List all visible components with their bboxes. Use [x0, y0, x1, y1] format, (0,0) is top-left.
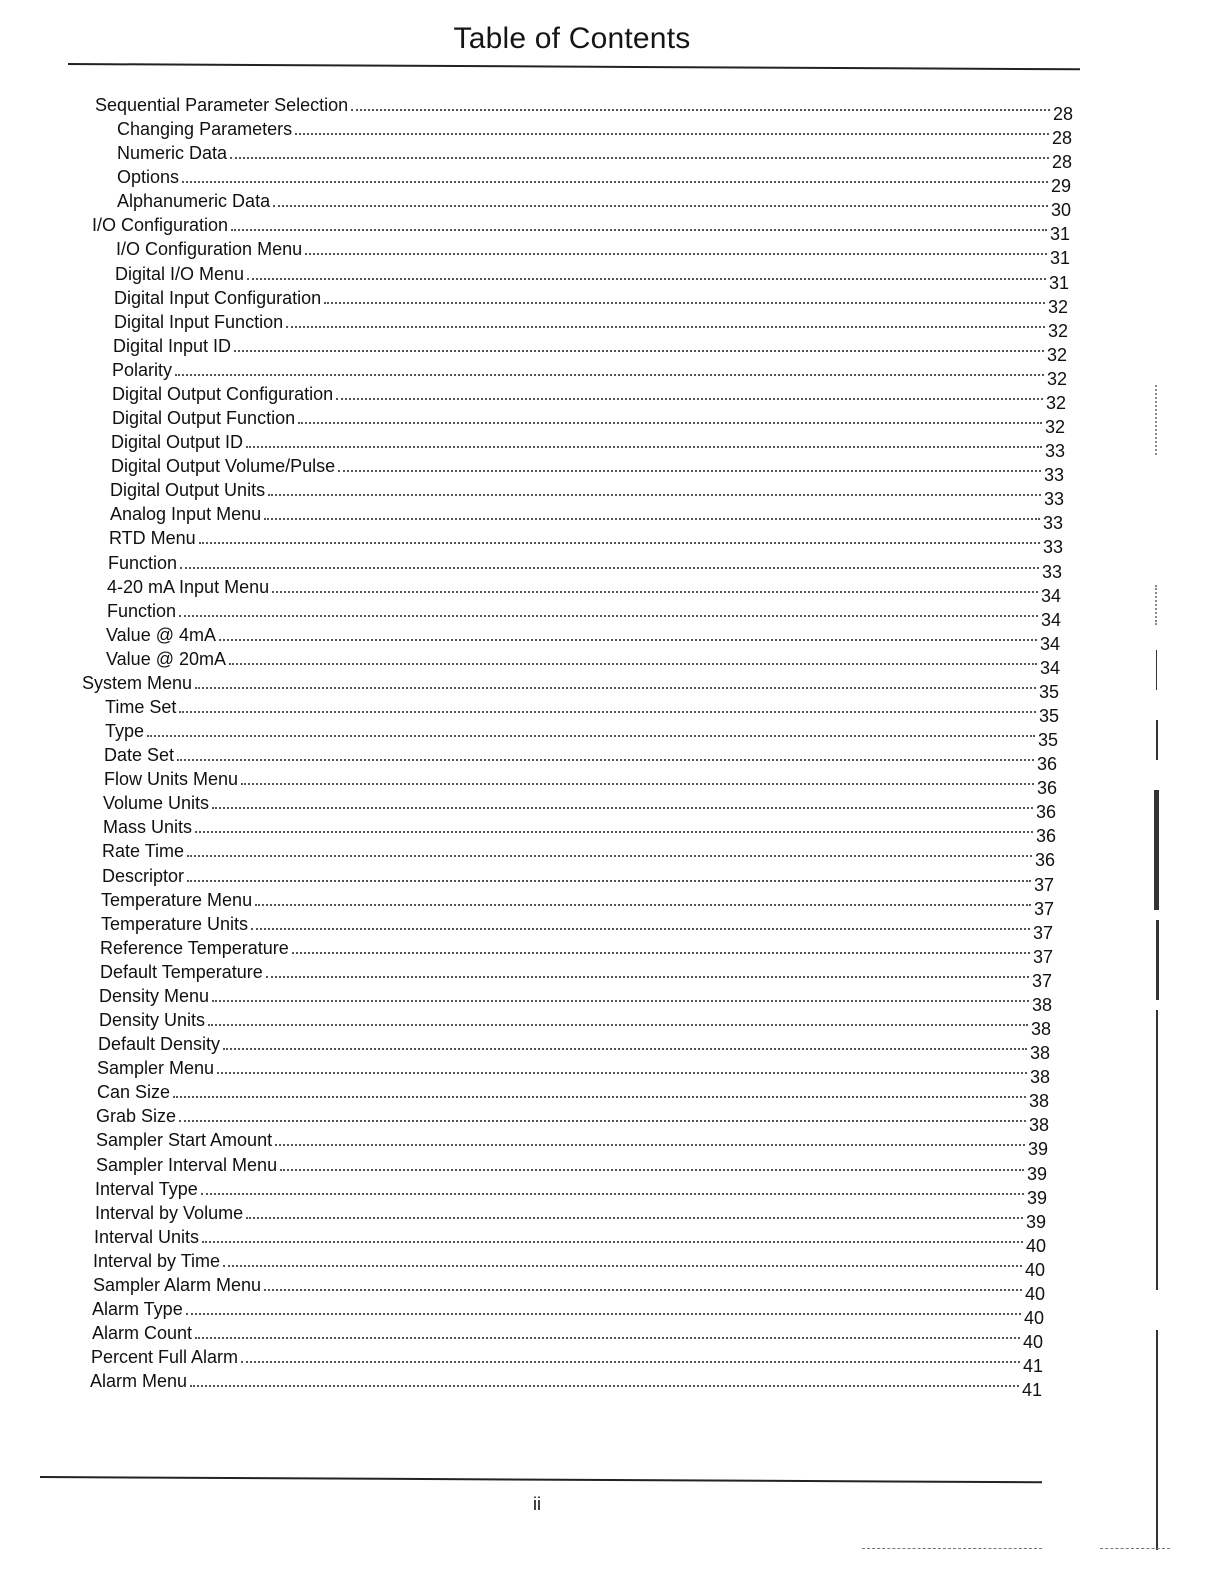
- toc-entry-page: 37: [1032, 946, 1053, 967]
- toc-entry-page: 33: [1042, 513, 1063, 534]
- dot-leader: [179, 615, 1038, 617]
- toc-entry-page: 33: [1041, 561, 1062, 582]
- toc-entry: [104, 768, 1057, 799]
- toc-entry-label: Sampler Start Amount: [96, 1130, 273, 1151]
- dot-leader: [201, 1193, 1024, 1195]
- toc-entry: [100, 937, 1053, 967]
- toc-entry-label: Density Units: [99, 1010, 206, 1031]
- toc-entry: [108, 552, 1062, 582]
- toc-entry-label: Interval by Volume: [95, 1202, 244, 1223]
- toc-entry: [116, 238, 1070, 269]
- toc-entry-label: Time Set: [105, 697, 177, 717]
- dot-leader: [234, 350, 1044, 352]
- toc-entry-label: Sampler Interval Menu: [96, 1154, 278, 1175]
- toc-entry-label: Digital Input ID: [113, 335, 232, 356]
- toc-entry: [111, 455, 1064, 486]
- dot-leader: [223, 1048, 1027, 1050]
- toc-entry: [99, 1009, 1051, 1040]
- toc-entry-label: Default Temperature: [100, 961, 263, 982]
- toc-entry-label: Alarm Count: [92, 1323, 193, 1344]
- toc-entry-label: Temperature Units: [101, 913, 249, 934]
- toc-entry-page: 39: [1027, 1139, 1048, 1160]
- dot-leader: [230, 157, 1049, 159]
- toc-entry-label: I/O Configuration: [92, 215, 229, 236]
- dot-leader: [251, 928, 1030, 930]
- toc-entry-label: Digital I/O Menu: [115, 263, 245, 284]
- toc-entry-page: 39: [1026, 1163, 1047, 1184]
- toc-entry-label: Value @ 20mA: [106, 648, 226, 669]
- scan-mark: [1156, 720, 1158, 760]
- toc-entry-page: 30: [1050, 200, 1071, 221]
- scan-mark: [1156, 1010, 1158, 1290]
- toc-entry-label: Function: [108, 552, 178, 573]
- toc-entry: [117, 142, 1072, 173]
- dot-leader: [179, 1120, 1026, 1122]
- toc-entry-page: 32: [1044, 417, 1065, 438]
- dot-leader: [241, 1361, 1020, 1363]
- dot-leader: [280, 1169, 1024, 1171]
- toc-entry-page: 32: [1047, 320, 1068, 341]
- toc-entry-label: Can Size: [97, 1082, 171, 1103]
- toc-entry-page: 35: [1038, 706, 1059, 726]
- toc-entry-label: Digital Output ID: [111, 432, 244, 453]
- dot-leader: [246, 1217, 1023, 1219]
- dot-leader: [175, 374, 1044, 376]
- toc-entry-page: 32: [1045, 392, 1066, 413]
- toc-entry-page: 29: [1050, 176, 1071, 197]
- dot-leader: [195, 687, 1036, 689]
- toc-entry-label: Density Menu: [99, 985, 210, 1006]
- toc-entry: [96, 1129, 1048, 1160]
- toc-entry-label: Digital Output Volume/Pulse: [111, 456, 336, 477]
- page-title: Table of Contents: [453, 22, 691, 55]
- scan-mark: [1156, 650, 1157, 690]
- toc-entry-label: RTD Menu: [109, 528, 196, 549]
- toc-entry-page: 32: [1046, 344, 1067, 365]
- toc-entry: [95, 94, 1073, 124]
- toc-entry-page: 28: [1051, 152, 1072, 173]
- dot-leader: [229, 663, 1037, 665]
- toc-entry-page: 40: [1023, 1308, 1044, 1328]
- toc-entry: [103, 792, 1056, 823]
- toc-entry-label: Default Density: [98, 1034, 221, 1055]
- toc-entry: [117, 190, 1071, 221]
- page-number: ii: [533, 1494, 541, 1514]
- toc-entry-label: Options: [117, 167, 180, 188]
- dot-leader: [247, 278, 1046, 280]
- toc-entry-label: Digital Input Configuration: [114, 287, 322, 308]
- dot-leader: [305, 253, 1047, 255]
- toc-entry-label: Date Set: [104, 745, 175, 766]
- dot-leader: [255, 904, 1031, 906]
- toc-entry-page: 39: [1026, 1187, 1047, 1208]
- dot-leader: [187, 880, 1031, 882]
- toc-entry-page: 36: [1036, 778, 1057, 799]
- toc-entry: [98, 1033, 1050, 1064]
- toc-entry: [112, 359, 1067, 389]
- toc-entry-page: 36: [1034, 850, 1055, 871]
- toc-entry-label: Digital Output Function: [112, 408, 296, 429]
- dot-leader: [264, 518, 1040, 520]
- dot-leader: [241, 783, 1034, 785]
- toc-entry: [117, 166, 1071, 197]
- toc-entry-label: Type: [105, 721, 145, 742]
- scan-mark: [1155, 385, 1160, 455]
- dot-leader: [186, 1313, 1021, 1315]
- dot-leader: [292, 952, 1030, 954]
- toc-entry: [100, 961, 1052, 991]
- toc-entry-page: 41: [1021, 1380, 1042, 1401]
- toc-entry-page: 37: [1033, 874, 1054, 895]
- toc-entry: [95, 1202, 1046, 1232]
- toc-entry: [93, 1274, 1045, 1304]
- toc-entry-page: 31: [1048, 272, 1069, 293]
- toc-entry-page: 38: [1029, 1067, 1050, 1088]
- toc-entry-label: Reference Temperature: [100, 937, 289, 958]
- toc-entry-label: Interval Units: [94, 1226, 200, 1247]
- toc-entry: [96, 1105, 1049, 1136]
- toc-entry-label: Value @ 4mA: [106, 624, 216, 645]
- toc-entry-label: Interval by Time: [93, 1250, 221, 1271]
- toc-entry: [113, 335, 1067, 365]
- toc-entry-page: 31: [1049, 224, 1070, 245]
- toc-entry-page: 34: [1039, 657, 1060, 678]
- dot-leader: [179, 711, 1036, 713]
- dot-leader: [268, 494, 1041, 496]
- toc-entry-page: 28: [1052, 104, 1073, 124]
- dot-leader: [272, 591, 1038, 593]
- scan-mark: [1156, 1330, 1158, 1550]
- toc-entry-label: Mass Units: [103, 817, 193, 838]
- toc-entry-label: Volume Units: [103, 793, 210, 814]
- toc-entry-label: Grab Size: [96, 1106, 177, 1127]
- toc-entry-page: 33: [1044, 441, 1065, 462]
- dot-leader: [195, 831, 1033, 833]
- toc-entry: [109, 527, 1063, 558]
- toc-entry-label: Function: [107, 600, 177, 621]
- toc-entry-label: I/O Configuration Menu: [116, 239, 303, 260]
- toc-entry-page: 37: [1033, 898, 1054, 919]
- toc-entry: [104, 744, 1057, 775]
- dot-leader: [147, 735, 1035, 737]
- toc-entry: [97, 1057, 1050, 1088]
- toc-entry: [96, 1154, 1047, 1184]
- toc-entry-label: Percent Full Alarm: [91, 1347, 239, 1368]
- toc-entry-page: 36: [1035, 802, 1056, 823]
- toc-entry-page: 38: [1028, 1115, 1049, 1136]
- toc-entry-label: Sequential Parameter Selection: [95, 95, 349, 115]
- toc-entry: [103, 816, 1056, 847]
- toc-entry-page: 34: [1039, 633, 1060, 654]
- toc-entry-label: 4-20 mA Input Menu: [107, 576, 270, 597]
- toc-entry: [110, 479, 1064, 510]
- toc-entry-label: Flow Units Menu: [104, 769, 239, 790]
- toc-entry-page: 36: [1035, 826, 1056, 847]
- toc-entry: [92, 1298, 1044, 1328]
- toc-entry: [114, 287, 1068, 317]
- toc-entry: [97, 1081, 1049, 1112]
- toc-entry-page: 37: [1031, 970, 1052, 991]
- dot-leader: [275, 1144, 1025, 1146]
- toc-entry: [92, 214, 1070, 245]
- toc-entry: [106, 648, 1060, 678]
- toc-entry-label: Rate Time: [102, 841, 185, 862]
- toc-entry-page: 38: [1030, 1019, 1051, 1040]
- toc-entry: [105, 720, 1058, 751]
- toc-entry-label: Interval Type: [95, 1178, 198, 1199]
- dot-leader: [199, 542, 1040, 544]
- toc-entry-page: 28: [1051, 128, 1072, 149]
- toc-entry: [112, 407, 1065, 438]
- toc-entry: [94, 1226, 1046, 1256]
- toc-entry-page: 35: [1037, 730, 1058, 751]
- toc-entry-label: Temperature Menu: [101, 889, 253, 910]
- toc-entry-page: 38: [1028, 1091, 1049, 1112]
- toc-entry-page: 34: [1040, 609, 1061, 630]
- toc-entry-page: 33: [1042, 537, 1063, 558]
- toc-entry: [112, 383, 1066, 413]
- dot-leader: [187, 855, 1032, 857]
- toc-entry: [91, 1346, 1043, 1377]
- toc-entry: [111, 431, 1065, 462]
- scan-mark: [1154, 790, 1159, 910]
- toc-entry: [117, 118, 1072, 149]
- toc-entry: [99, 985, 1052, 1015]
- toc-entry: [93, 1250, 1045, 1280]
- toc-entry-page: 40: [1025, 1235, 1046, 1256]
- dot-leader: [202, 1241, 1023, 1243]
- dot-leader: [266, 976, 1029, 978]
- toc-entry-page: 32: [1047, 296, 1068, 317]
- toc-entry-page: 38: [1031, 994, 1052, 1015]
- toc-entry-page: 40: [1024, 1259, 1045, 1280]
- toc-entry-page: 35: [1038, 681, 1059, 702]
- dot-leader: [231, 229, 1047, 231]
- toc-entry-label: Changing Parameters: [117, 119, 293, 140]
- toc-entry-page: 36: [1036, 754, 1057, 775]
- dot-leader: [298, 422, 1042, 424]
- toc-entry-page: 37: [1032, 922, 1053, 943]
- toc-entry-label: Digital Output Units: [110, 480, 266, 501]
- toc-entry-label: Numeric Data: [117, 143, 228, 164]
- dot-leader: [273, 205, 1048, 207]
- toc-entry-page: 32: [1046, 368, 1067, 389]
- dot-leader: [223, 1265, 1022, 1267]
- toc-entry-page: 31: [1049, 248, 1070, 269]
- dot-leader: [195, 1337, 1020, 1339]
- scan-mark: [1155, 585, 1160, 625]
- dot-leader: [338, 470, 1041, 472]
- toc-entry: [101, 913, 1053, 943]
- dot-leader: [336, 398, 1043, 400]
- dot-leader: [208, 1024, 1028, 1026]
- dot-leader: [177, 759, 1034, 761]
- dot-leader: [351, 109, 1050, 111]
- toc-entry-page: 40: [1024, 1283, 1045, 1304]
- toc-entry: [110, 503, 1063, 534]
- toc-entry-page: 39: [1025, 1211, 1046, 1232]
- toc-entry: [82, 672, 1059, 702]
- toc-entry-page: 33: [1043, 489, 1064, 510]
- toc-entry: [115, 263, 1069, 293]
- dot-leader: [246, 446, 1042, 448]
- dot-leader: [324, 302, 1045, 304]
- toc-entry-label: Sampler Alarm Menu: [93, 1274, 262, 1295]
- dot-leader: [173, 1096, 1026, 1098]
- toc-entry-label: System Menu: [82, 672, 193, 693]
- dot-leader: [190, 1385, 1019, 1387]
- toc-entry: [114, 311, 1068, 341]
- dot-leader: [212, 1000, 1029, 1002]
- scan-mark: [862, 1548, 1042, 1549]
- toc-entry-page: 38: [1029, 1043, 1050, 1064]
- toc-entry: [95, 1178, 1047, 1208]
- toc-entry-label: Digital Input Function: [114, 311, 284, 332]
- toc-entry: [105, 696, 1059, 726]
- toc-entry: [107, 600, 1061, 630]
- toc-entry-label: Alphanumeric Data: [117, 191, 271, 212]
- toc-entry: [102, 840, 1055, 871]
- toc-entry: [102, 865, 1054, 895]
- dot-leader: [286, 326, 1045, 328]
- dot-leader: [264, 1289, 1022, 1291]
- dot-leader: [295, 133, 1049, 135]
- toc-entry-label: Alarm Menu: [90, 1371, 188, 1392]
- dot-leader: [180, 567, 1039, 569]
- toc-entry-label: Digital Output Configuration: [112, 383, 334, 404]
- toc-entry-label: Alarm Type: [92, 1299, 183, 1319]
- toc-entry: [90, 1370, 1042, 1401]
- toc-entry: [107, 576, 1061, 606]
- toc-entry-page: 33: [1043, 465, 1064, 486]
- toc-entry-label: Sampler Menu: [97, 1058, 215, 1079]
- scan-mark: [1100, 1548, 1170, 1549]
- dot-leader: [212, 807, 1033, 809]
- dot-leader: [217, 1072, 1027, 1074]
- toc-entry-page: 34: [1040, 585, 1061, 606]
- toc-entry-page: 41: [1022, 1356, 1043, 1377]
- scan-mark: [1156, 920, 1159, 1000]
- dot-leader: [219, 639, 1037, 641]
- toc-entry: [101, 889, 1054, 919]
- toc-entry: [106, 624, 1060, 654]
- toc-entry-page: 40: [1022, 1332, 1043, 1353]
- toc-entry-label: Polarity: [112, 359, 173, 380]
- dot-leader: [182, 181, 1048, 183]
- toc-entry-label: Descriptor: [102, 865, 185, 886]
- toc-entry: [92, 1322, 1043, 1353]
- toc-entry-label: Analog Input Menu: [110, 504, 262, 525]
